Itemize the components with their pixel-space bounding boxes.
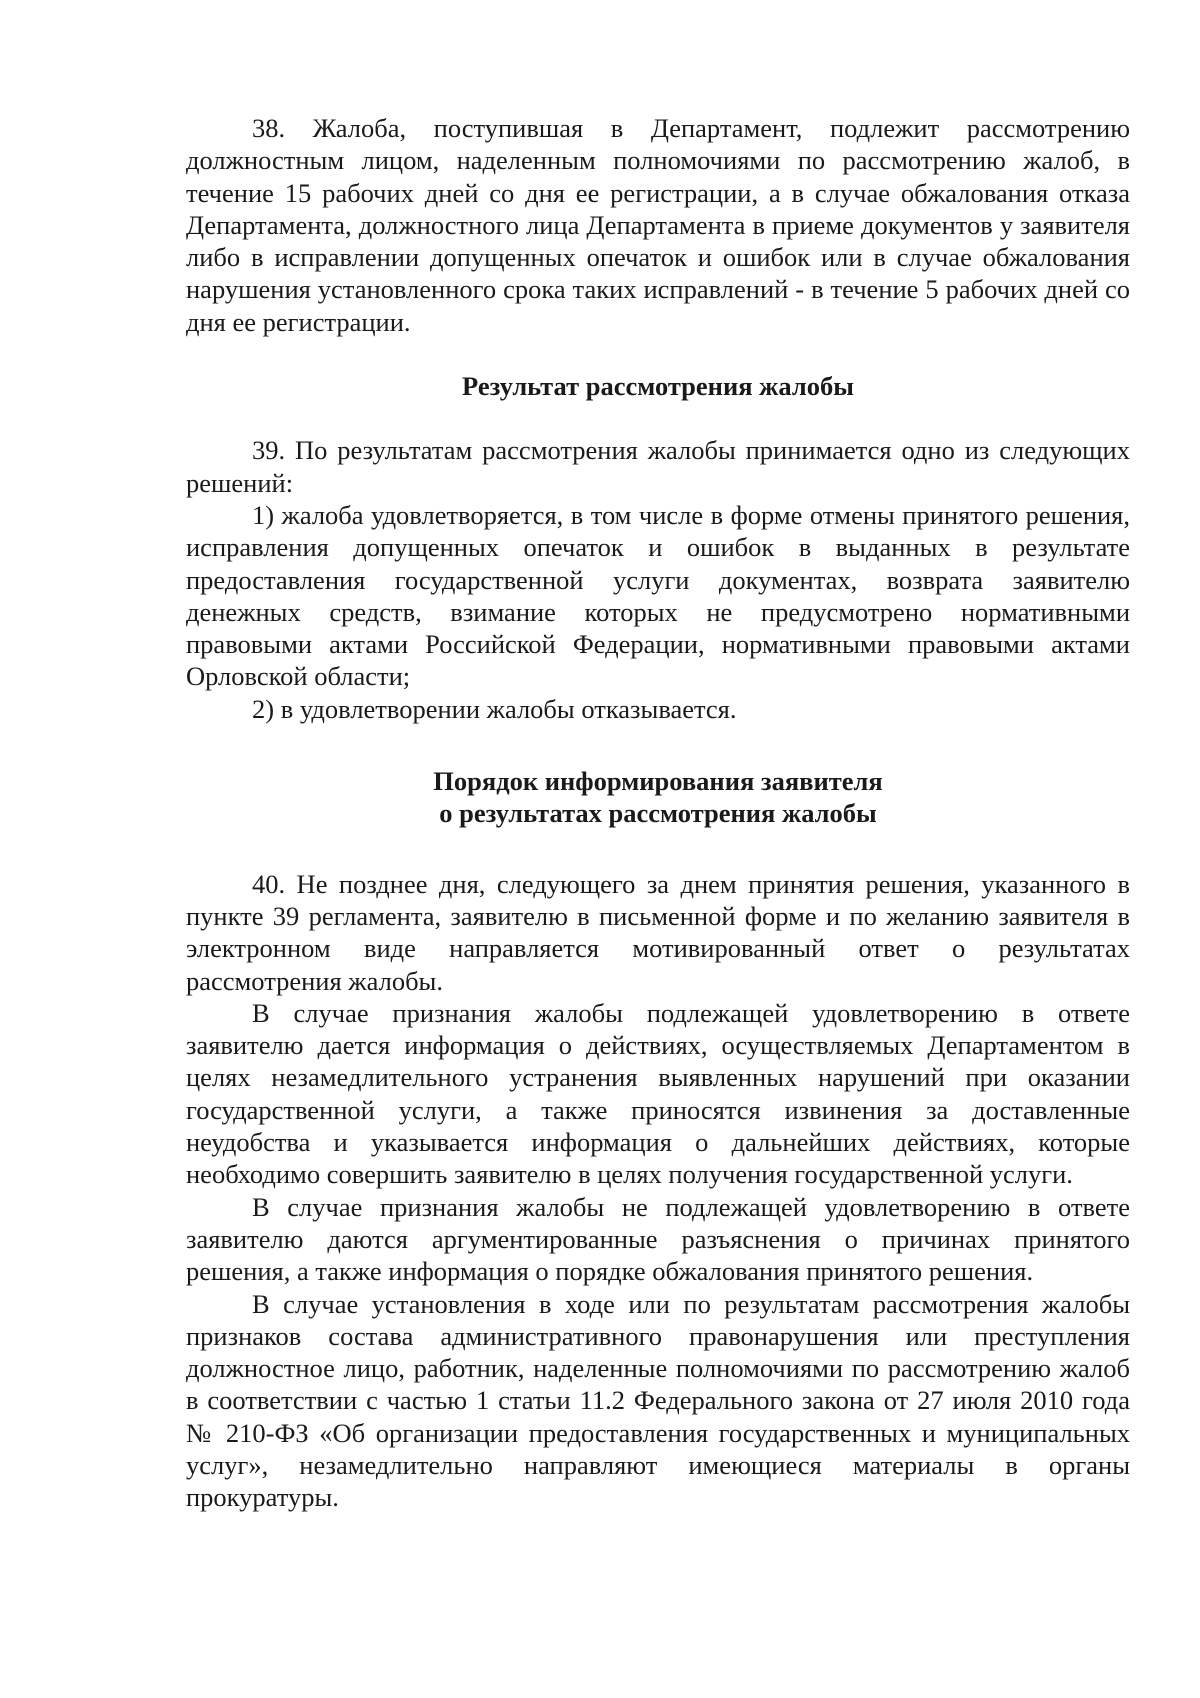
heading-informing-procedure: [186, 765, 1130, 830]
paragraph-39-intro: 39. По результатам рассмотрения жалобы принимается одно из следующих решений:: [186, 435, 1130, 498]
document-body: [186, 112, 1130, 1514]
paragraph-40-prosecution: В случае установления в ходе или по результатам рассмотрения жалобы признаков состава административного правонарушения или преступления должностное лицо, работник, наделенные полномочиями по рассмотрению жалоб в соответствии с частью 1 статьи 11.2 Федерального закона от 27 июля 2010 года № 210-ФЗ «Об организации предоставления государственных и муниципальных услуг», незамедлительно направляют имеющиеся материалы в органы прокуратуры.: [186, 1288, 1130, 1513]
decision-item-1: 1) жалоба удовлетворяется, в том числе в форме отмены принятого решения, исправления допущенных опечаток и ошибок в выданных в результате предоставления государственной услуги документах, возврата заявителю денежных средств, взимание которых не предусмотрено нормативными правовыми актами Российской Федерации, нормативными правовыми актами Орловской области;: [186, 499, 1130, 692]
heading-complaint-result: Результат рассмотрения жалобы: [462, 371, 854, 402]
paragraph-40-satisfied: В случае признания жалобы подлежащей удовлетворению в ответе заявителю дается информация о действиях, осуществляемых Департаментом в целях незамедлительного устранения выявленных нарушений при оказании государственной услуги, а также приносятся извинения за доставленные неудобства и указывается информация о дальнейших действиях, которые необходимо совершить заявителю в целях получения государственной услуги.: [186, 997, 1130, 1190]
heading-informing-line-2: о результатах рассмотрения жалобы: [439, 798, 877, 829]
decision-item-2: 2) в удовлетворении жалобы отказывается.: [252, 693, 737, 724]
paragraph-40: 40. Не позднее дня, следующего за днем принятия решения, указанного в пункте 39 регламента, заявителю в письменной форме и по желанию заявителя в электронном виде направляется мотивированный ответ о результатах рассмотрения жалобы.: [186, 868, 1130, 996]
paragraph-38: 38. Жалоба, поступившая в Департамент, подлежит рассмотрению должностным лицом, наделенным полномочиями по рассмотрению жалоб, в течение 15 рабочих дней со дня ее регистрации, а в случае обжалования отказа Департамента, должностного лица Департамента в приеме документов у заявителя либо в исправлении допущенных опечаток и ошибок или в случае обжалования нарушения установленного срока таких исправлений - в течение 5 рабочих дней со дня ее регистрации.: [186, 113, 1130, 337]
paragraph-40-rejected: В случае признания жалобы не подлежащей удовлетворению в ответе заявителю даются аргументированные разъяснения о причинах принятого решения, а также информация о порядке обжалования принятого решения.: [186, 1191, 1130, 1287]
heading-informing-line-1: Порядок информирования заявителя: [433, 766, 883, 797]
